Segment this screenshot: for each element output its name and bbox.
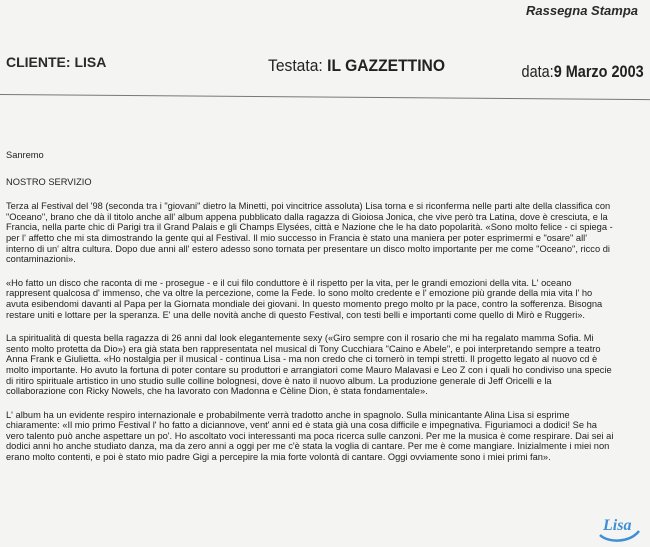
cliente-value: LISA: [74, 54, 107, 70]
article-service: NOSTRO SERVIZIO: [6, 176, 92, 187]
cliente-label: CLIENTE:: [6, 54, 71, 70]
header-divider: [0, 94, 650, 100]
cliente-field: [6, 54, 106, 70]
date-label: data:: [521, 62, 555, 81]
article-body: [6, 150, 614, 476]
article-paragraph-1: Terza al Festival del '98 (seconda tra i "giovani" dietro la Minetti, poi vincitrice assoluta) Lisa torna e si riconferma nelle parti alte della classifica con "Oceano", brano che dà il titolo anche all' album appena pubblicato dalla ragazza di Gioiosa Jonica, che vive però tra Latina, dove è cresciuta, e la Francia, nella parte chic di Parigi tra il Grand Palais e gli Champs Elysées, città e Nazione che le ha dato popolarità. «Sono molto felice - ci spiega - per l' affetto che mi sta dimostrando la gente qui al Festival. Il mio successo in Francia è stato una maniera per poter esprimermi e "osare" all' interno di un' altra cultura. Dopo due anni all' estero adesso sono tornata per presentare un disco molto importante per me come "Oceano", ricco di contaminazioni».: [6, 201, 613, 265]
testata-label: Testata:: [268, 56, 323, 75]
article-location: Sanremo: [6, 150, 44, 160]
article-paragraph-2: «Ho fatto un disco che raconta di me - prosegue - e il cui filo conduttore è il rispetto per la vita, per le grandi emozioni della vita. L' oceano rappresent qualcosa d' immenso, che va oltre la percezione, come la Fede. Io sono molto credente e l' emozione più grande della mia vita l' ho avuta esibendomi davanti al Papa per la Giornata mondiale dei giovani. In questo momento prego molto pr la pace, contro la sofferenza. Bisogna restare uniti e lottare per la speranza. E' una delle novità anche di questo Festival, con testi belli e importanti come quello di Mirò e Ruggeri».: [6, 277, 603, 320]
testata-value: IL GAZZETTINO: [327, 56, 446, 75]
date-value: 9 Marzo 2003: [554, 62, 644, 81]
rassegna-stampa-heading: Rassegna Stampa: [526, 3, 638, 18]
article-paragraph-3: La spiritualità di questa bella ragazza di 26 anni dal look elegantemente sexy («Giro sempre con il rosario che mi ha regalato mamma Sofia. Mi sento molto protetta da Dio») era già stata ben rappresentata nel musical di Tony Cucchiara "Caino e Abele", e poi interpretando sempre a teatro Anna Frank e Giulietta. «Ho nostalgia per il musical - continua Lisa - ma non credo che ci tornerò in tempi stretti. Il progetto legato al nuovo cd è molto importante. Ho avuto la fortuna di poter contare su produttori e arrangiatori come Mauro Malavasi e Leo Z con i quali ho condiviso una specie di ritiro spirituale artistico in uno studio sulle colline bolognesi, dove è nato il nuovo album. La produzione generale di Jeff Oricelli e la collaborazione con Ricky Nowels, che ha lavorato con Madonna e Cèline Dion, è stata fondamentale».: [6, 333, 612, 397]
date-field: [522, 62, 644, 82]
clipping-header: [0, 48, 650, 92]
lisa-logo: [596, 509, 642, 543]
lisa-logo-text: Lisa: [603, 517, 632, 534]
testata-field: [268, 56, 445, 76]
article-paragraph-4: L' album ha un evidente respiro internazionale e probabilmente verrà tradotto anche in spagnolo. Sulla minicantante Alina Lisa si esprime chiaramente: «Il mio primo Festival l' ho fatto a diciannove, vent' anni ed è stata già una cosa difficile e impegnativa. Figuriamoci a dodici! Se ha vero talento può anche aspettare un po'. Ho ascoltato voci interessanti ma poca ricerca sulle canzoni. Per me la musica è come respirare. Dai sei ai dodici anni ho anche studiato danza, ma da zero anni a oggi per me c'è stata la voglia di cantare. Per me è come mangiare. Inizialmente i miei non erano molto contenti, e poi è stato mio padre Gigi a percepire la mia forte volontà di cantare. Oggi ovviamente sono i miei primi fan».: [6, 409, 614, 463]
